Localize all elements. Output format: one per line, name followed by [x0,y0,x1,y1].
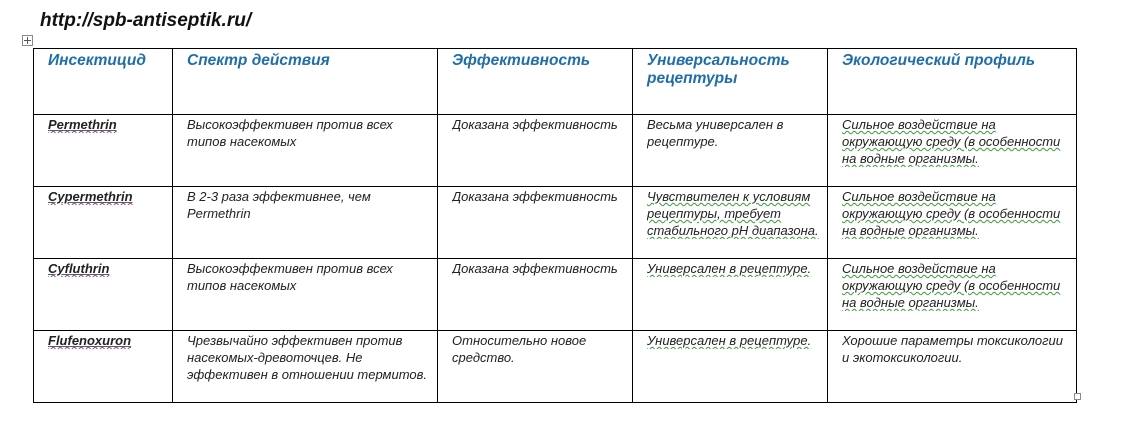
cell-versatility [633,115,828,187]
cell-insecticide [34,259,173,331]
cell-insecticide [34,115,173,187]
cell-efficacy [438,187,633,259]
efficacy-text: Доказана эффективность [452,189,618,204]
table-header-row [34,49,1077,115]
insecticide-name: Cyfluthrin [48,261,110,276]
cell-efficacy [438,331,633,403]
insecticide-name: Flufenoxuron [48,333,132,348]
cell-spectrum [173,115,438,187]
cell-spectrum [173,259,438,331]
cell-spectrum [173,331,438,403]
eco-profile-text: Сильное воздействие на окружающую среду (в особенности на водные организмы. [842,117,1061,166]
cell-efficacy [438,259,633,331]
cell-eco-profile [828,331,1077,403]
cell-eco-profile [828,187,1077,259]
versatility-text: Чувствителен к условиям рецептуры, требует стабильного pH диапазона. [647,189,819,238]
cell-versatility [633,187,828,259]
cell-eco-profile [828,259,1077,331]
cell-versatility [633,331,828,403]
spectrum-text: В 2-3 раза эффективнее, чем Permethrin [187,189,371,221]
spectrum-text: Высокоэффективен против всех типов насекомых [187,117,393,149]
cell-versatility [633,259,828,331]
table-resize-handle-icon[interactable] [1074,393,1081,400]
insecticide-name: Permethrin [48,117,117,132]
versatility-text: Универсален в рецептуре. [647,261,812,276]
spectrum-text: Чрезвычайно эффективен против насекомых-древоточцев. Не эффективен в отношении термитов. [187,333,428,382]
efficacy-text: Доказана эффективность [452,261,618,276]
header-eco-profile: Экологический профиль [828,49,1077,115]
table-row [34,331,1077,403]
cell-efficacy [438,115,633,187]
cell-spectrum [173,187,438,259]
efficacy-text: Относительно новое средство. [452,333,587,365]
table-row [34,259,1077,331]
table-row [34,187,1077,259]
header-efficacy: Эффективность [438,49,633,115]
cell-eco-profile [828,115,1077,187]
versatility-text: Универсален в рецептуре. [647,333,812,348]
table-row [34,115,1077,187]
insecticide-comparison-table [33,48,1077,403]
spectrum-text: Высокоэффективен против всех типов насекомых [187,261,393,293]
header-spectrum: Спектр действия [173,49,438,115]
site-url: http://spb-antiseptik.ru/ [40,10,252,31]
eco-profile-text: Хорошие параметры токсикологии и экотоксикологии. [842,333,1064,365]
efficacy-text: Доказана эффективность [452,117,618,132]
header-insecticide: Инсектицид [34,49,173,115]
cell-insecticide [34,187,173,259]
cell-insecticide [34,331,173,403]
insecticide-name: Cypermethrin [48,189,133,204]
versatility-text: Весьма универсален в рецептуре. [647,117,784,149]
table-move-handle-icon[interactable] [22,35,33,46]
eco-profile-text: Сильное воздействие на окружающую среду (в особенности на водные организмы. [842,189,1061,238]
eco-profile-text: Сильное воздействие на окружающую среду (в особенности на водные организмы. [842,261,1061,310]
header-versatility: Универсальность рецептуры [633,49,828,115]
